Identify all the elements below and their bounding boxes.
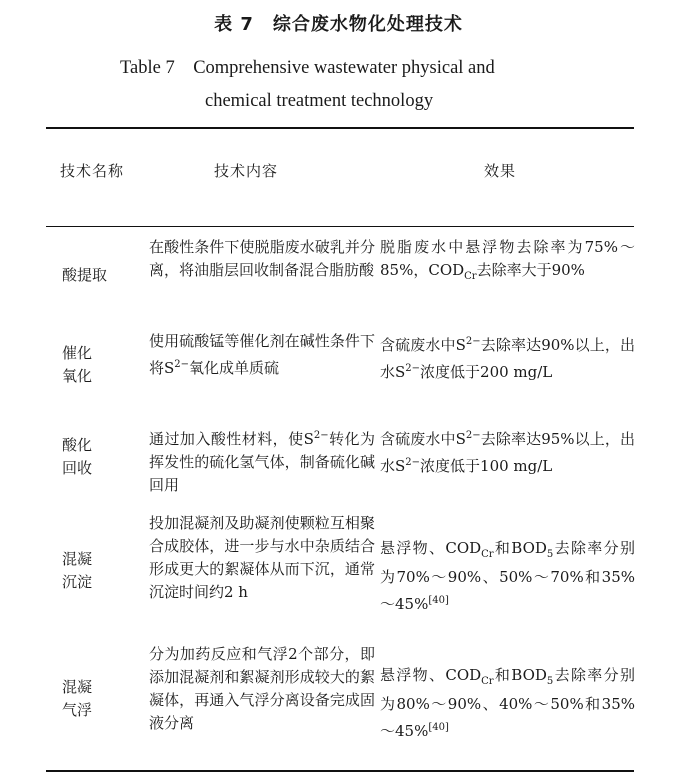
row-catalytic-oxidation-content <box>149 330 375 380</box>
name-line: 酸化 <box>62 436 93 454</box>
name-line: 回收 <box>62 459 93 477</box>
effect-text: 浓度低于100 mg/L <box>420 457 553 475</box>
effect-sup: 2− <box>405 457 421 468</box>
effect-text: 去除率分别为80%～90%、40%～50%和35%～45% <box>380 666 635 740</box>
effect-sub: 5 <box>546 549 554 560</box>
row-coagulation-flotation-content: 分为加药反应和气浮2个部分，即添加混凝剂和絮凝剂形成较大的絮凝体，再通入气浮分离设备完成固液分离 <box>149 645 375 732</box>
header-name: 技术名称 <box>60 162 125 180</box>
name-line: 气浮 <box>62 701 93 719</box>
name-line: 混凝 <box>62 550 93 568</box>
name-line: 氧化 <box>62 367 93 385</box>
top-rule <box>46 127 634 129</box>
effect-sub: 5 <box>546 676 554 687</box>
effect-text: 脱脂废水中悬浮物去除率为75%～85%，COD <box>380 238 635 279</box>
row-acid-extraction-content: 在酸性条件下使脱脂废水破乳并分离，将油脂层回收制备混合脂肪酸 <box>149 238 375 279</box>
row-coagulation-flotation-name <box>62 676 142 722</box>
effect-text: 悬浮物、COD <box>380 666 482 684</box>
row-coagulation-sedimentation-name <box>62 548 142 594</box>
effect-text: 去除率达95%以上，出水S <box>380 430 635 475</box>
effect-sup: 2− <box>465 336 481 347</box>
row-coagulation-sedimentation-content: 投加混凝剂及助凝剂使颗粒互相聚合成胶体，进一步与水中杂质结合形成更大的絮凝体从而下沉，通常沉淀时间约2 h <box>149 514 375 601</box>
row-acid-recovery-effect <box>380 424 635 478</box>
content-text: 通过加入酸性材料，使S <box>149 430 314 448</box>
row-acid-recovery-name <box>62 434 142 480</box>
effect-sup: 2− <box>465 430 481 441</box>
effect-text: 含硫废水中S <box>380 430 466 448</box>
effect-text: 浓度低于200 mg/L <box>420 363 553 381</box>
header-rule <box>46 226 634 227</box>
content-text: 氧化成单质硫 <box>189 359 280 377</box>
header-effect: 效果 <box>484 162 517 180</box>
effect-text: 去除率大于90% <box>476 261 585 279</box>
caption-en-line1: Table 7 Comprehensive wastewater physical and <box>120 58 495 78</box>
effect-text: 悬浮物、COD <box>380 539 482 557</box>
effect-text: 和BOD <box>493 539 547 557</box>
table-caption-en <box>120 52 620 118</box>
name-line: 催化 <box>62 344 93 362</box>
citation-ref[interactable]: [40] <box>428 722 449 733</box>
bottom-rule <box>46 770 634 772</box>
row-coagulation-sedimentation-effect <box>380 537 635 616</box>
row-catalytic-oxidation-effect <box>380 330 635 384</box>
name-line: 酸提取 <box>62 266 108 284</box>
effect-text: 和BOD <box>493 666 547 684</box>
effect-sup: 2− <box>405 363 421 374</box>
effect-text: 去除率达90%以上，出水S <box>380 336 635 381</box>
header-content: 技术内容 <box>214 162 279 180</box>
content-text: 转化为挥发性的硫化氢气体，制备硫化碱回用 <box>149 430 375 494</box>
name-line: 混凝 <box>62 678 93 696</box>
caption-en-line2: chemical treatment technology <box>205 91 434 111</box>
citation-ref[interactable]: [40] <box>428 595 449 606</box>
effect-sub: Cr <box>481 549 494 560</box>
effect-sub: Cr <box>481 676 494 687</box>
name-line: 沉淀 <box>62 573 93 591</box>
table-caption-cn: 表 7 综合废水物化处理技术 <box>214 14 463 35</box>
content-sup: 2− <box>313 430 329 441</box>
content-text: 使用硫酸锰等催化剂在碱性条件下将S <box>149 332 375 377</box>
row-acid-extraction-effect <box>380 236 635 288</box>
content-sup: 2− <box>174 359 190 370</box>
effect-sub: Cr <box>464 271 477 282</box>
row-coagulation-flotation-effect <box>380 664 635 743</box>
row-acid-recovery-content <box>149 424 375 497</box>
effect-text: 含硫废水中S <box>380 336 466 354</box>
row-catalytic-oxidation-name <box>62 342 142 388</box>
effect-text: 去除率分别为70%～90%、50%～70%和35%～45% <box>380 539 635 613</box>
row-acid-extraction-name <box>62 264 142 287</box>
